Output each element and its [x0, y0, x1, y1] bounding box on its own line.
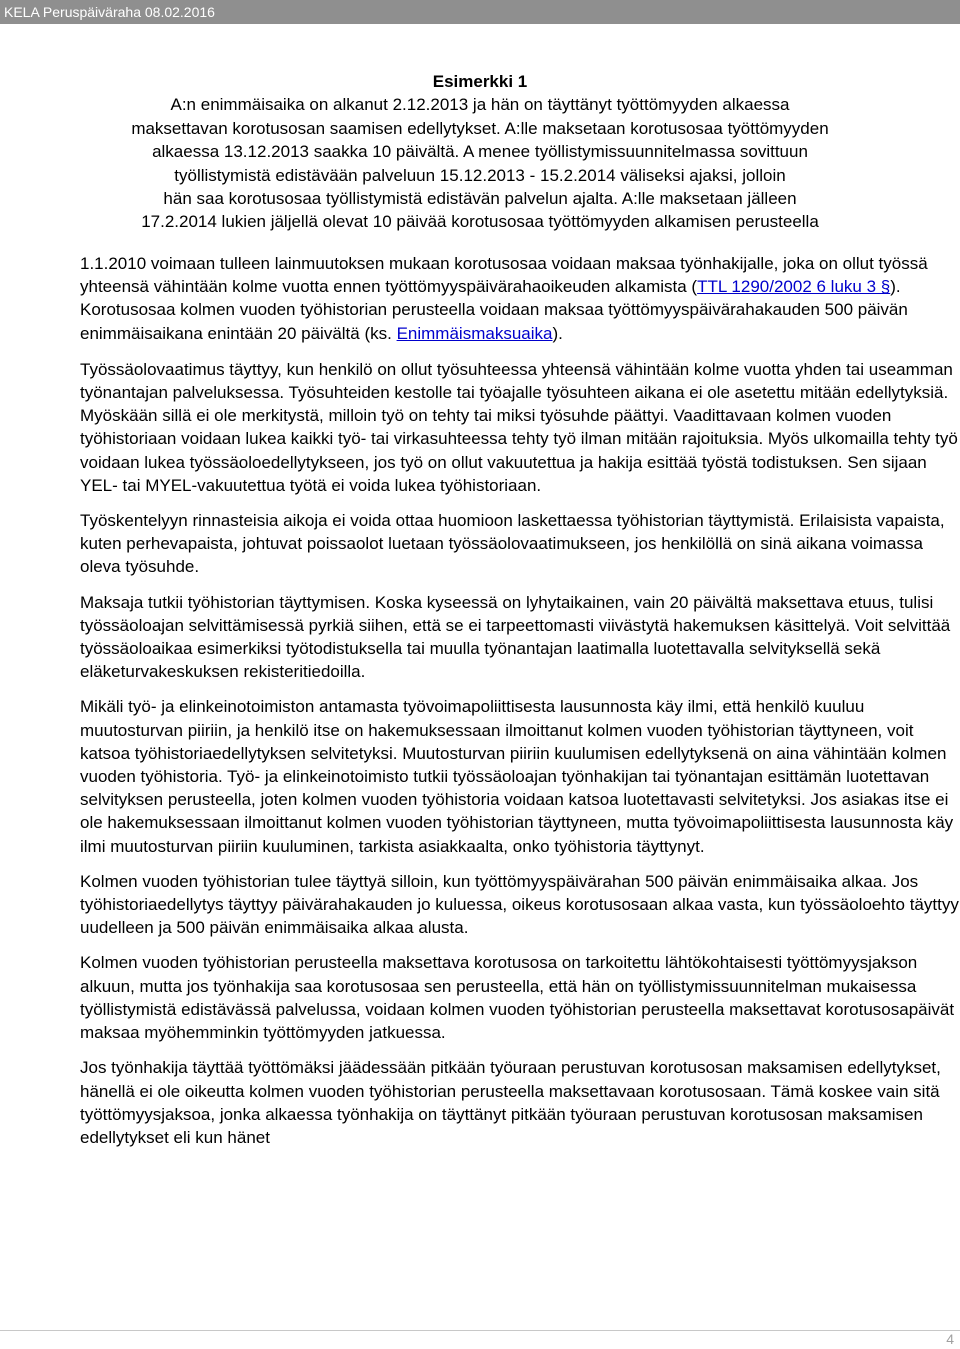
max-period-link[interactable]: Enimmäismaksuaika: [396, 323, 553, 343]
header-title: KELA Peruspäiväraha 08.02.2016: [4, 4, 215, 20]
text-span: ). Korotusosaa kolmen vuoden työhistorian perusteella voidaan maksaa työttömyyspäivärahakauden 500 päivän enimmäisaikana enintään 20 päivältä (ks.: [80, 277, 908, 343]
example-box: [80, 70, 880, 234]
paragraph: Mikäli työ- ja elinkeinotoimiston antamasta työvoimapoliittisesta lausunnosta käy ilmi, että henkilö kuuluu muutosturvan piiriin, ja henkilö itse on hakemuksessaan ilmoittanut kolmen vuoden työhistorian täyttyneen, voit katsoa työhistoriaedellytyksen selvitetyksi. Muutosturvan piiriin kuulumisen edellytyksenä on aina vähintään kolmen vuoden työhistoria. Työ- ja elinkeinotoimisto tutkii työssäoloajan työnhakijan tai työnantajan esittämän luotettavan selvityksen perusteella, joten kolmen vuoden työhistoria voidaan katsoa luotettavasti selvitetyksi. Jos asiakas itse ei ole hakemuksessaan ilmoittanut kolmen vuoden työhistorian täyttyneen, mutta työvoimapoliittisesta lausunnosta käy ilmi muutosturvan piiriin kuuluminen, tarkista asiakkaalta, onko työhistoria täyttynyt.: [80, 697, 954, 856]
paragraph: Työssäolovaatimus täyttyy, kun henkilö on ollut työsuhteessa yhteensä vähintään kolme vuotta yhden tai useamman työnantajan palveluksessa. Työsuhteiden kestolle tai työajalle työsuhteen aikana ei ole asetettu mitään edellytyksiä. Myöskään sillä ei ole merkitystä, milloin työ on tehty tai miksi työsuhde päättyi. Vaadittavaan kolmen vuoden työhistoriaan voidaan lukea kaikki työ- tai virkasuhteessa tehty työ ilman mitään rajoituksia. Myös ulkomailla tehty työ voidaan lukea työssäoloedellytykseen, jos työ on ollut vakuutettua ja hakija esittää työstä todistuksen. Sen sijaan YEL- tai MYEL-vakuutettua työtä ei voida lukea työhistoriaan.: [80, 359, 958, 495]
paragraph: Työskentelyyn rinnasteisia aikoja ei voida ottaa huomioon laskettaessa työhistorian täyttymistä. Erilaisista vapaista, kuten perhevapaista, johtuvat poissaolot luetaan työssäolovaatimukseen, jos henkilöllä on sinä aikana voimassa oleva työsuhde.: [80, 511, 945, 577]
paragraph: Jos työnhakija täyttää työttömäksi jäädessään pitkään työuraan perustuvan korotusosan maksamisen edellytykset, hänellä ei ole oikeutta kolmen vuoden työhistorian perusteella maksettavaan korotusosaan. Tämä koskee vain sitä työttömyysjaksoa, jonka alkaessa työnhakija on täyttänyt pitkään työuraan perustuvan korotusosan maksamisen edellytykset eli kun hänet: [80, 1058, 941, 1147]
main-content: [80, 252, 960, 1161]
example-line: 17.2.2014 lukien jäljellä olevat 10 päivää korotusosaa työttömyyden alkamisen perusteella: [141, 212, 819, 232]
example-line: maksettavan korotusosan saamisen edellytykset. A:lle maksetaan korotusosaa työttömyyden: [131, 118, 829, 138]
paragraph-legal-basis: [80, 252, 960, 345]
paragraph: Maksaja tutkii työhistorian täyttymisen. Koska kyseessä on lyhytaikainen, vain 20 päivältä maksettava etuus, tulisi työssäoloajan selvittämisessä pyrkiä siihen, että se ei tarpeettomasti viivästytä hakemuksen käsittelyä. Voit selvittää työssäoloaikaa esimerkiksi työtodistuksella tai muulla työnantajan laatimalla luotettavalla selvityksellä sekä eläketurvakeskuksen rekisteritiedoilla.: [80, 592, 951, 682]
example-line: hän saa korotusosaa työllistymistä edistävän palvelun ajalta. A:lle maksetaan jälleen: [163, 189, 797, 209]
law-reference-link[interactable]: TTL 1290/2002 6 luku 3 §: [697, 277, 891, 297]
example-line: työllistymistä edistävään palveluun 15.12.2013 - 15.2.2014 väliseksi ajaksi, jolloin: [174, 165, 786, 185]
example-line: A:n enimmäisaika on alkanut 2.12.2013 ja hän on täyttänyt työttömyyden alkaessa: [170, 95, 790, 115]
paragraph: Kolmen vuoden työhistorian tulee täyttyä silloin, kun työttömyyspäivärahan 500 päivän enimmäisaika alkaa. Jos työhistoriaedellytys täyttyy päivärahakauden jo kuluessa, oikeus korotusosaan alkaa vasta, kun työssäoloehto täyttyy uudelleen ja 500 päivän enimmäisaika alkaa alusta.: [80, 871, 959, 938]
text-span: ).: [552, 323, 563, 343]
text-span: 1.1.2010 voimaan tulleen lainmuutoksen mukaan korotusosaa voidaan maksaa työnhakijalle, joka on ollut työssä yhteensä vähintään kolme vuotta ennen työttömyyspäivärahaoikeuden alkamista (: [80, 254, 928, 297]
example-line: alkaessa 13.12.2013 saakka 10 päivältä. A menee työllistymissuunnitelmassa sovittuun: [152, 142, 808, 162]
page-number: 4: [946, 1331, 954, 1347]
page-header: [0, 0, 960, 24]
paragraph: Kolmen vuoden työhistorian perusteella maksettava korotusosa on tarkoitettu lähtökohtaisesti työttömyysjakson alkuun, mutta jos työnhakija saa korotusosaa sen perusteella, että hän on työllistymissuunnitelman mukaisessa työllistymistä edistävässä palvelussa, voidaan kolmen vuoden työhistorian perusteella maksettavat korotusosapäivät maksaa myöhemminkin työttömyyden jatkuessa.: [80, 953, 955, 1043]
example-title: Esimerkki 1: [432, 72, 528, 91]
footer-divider: [0, 1330, 960, 1331]
